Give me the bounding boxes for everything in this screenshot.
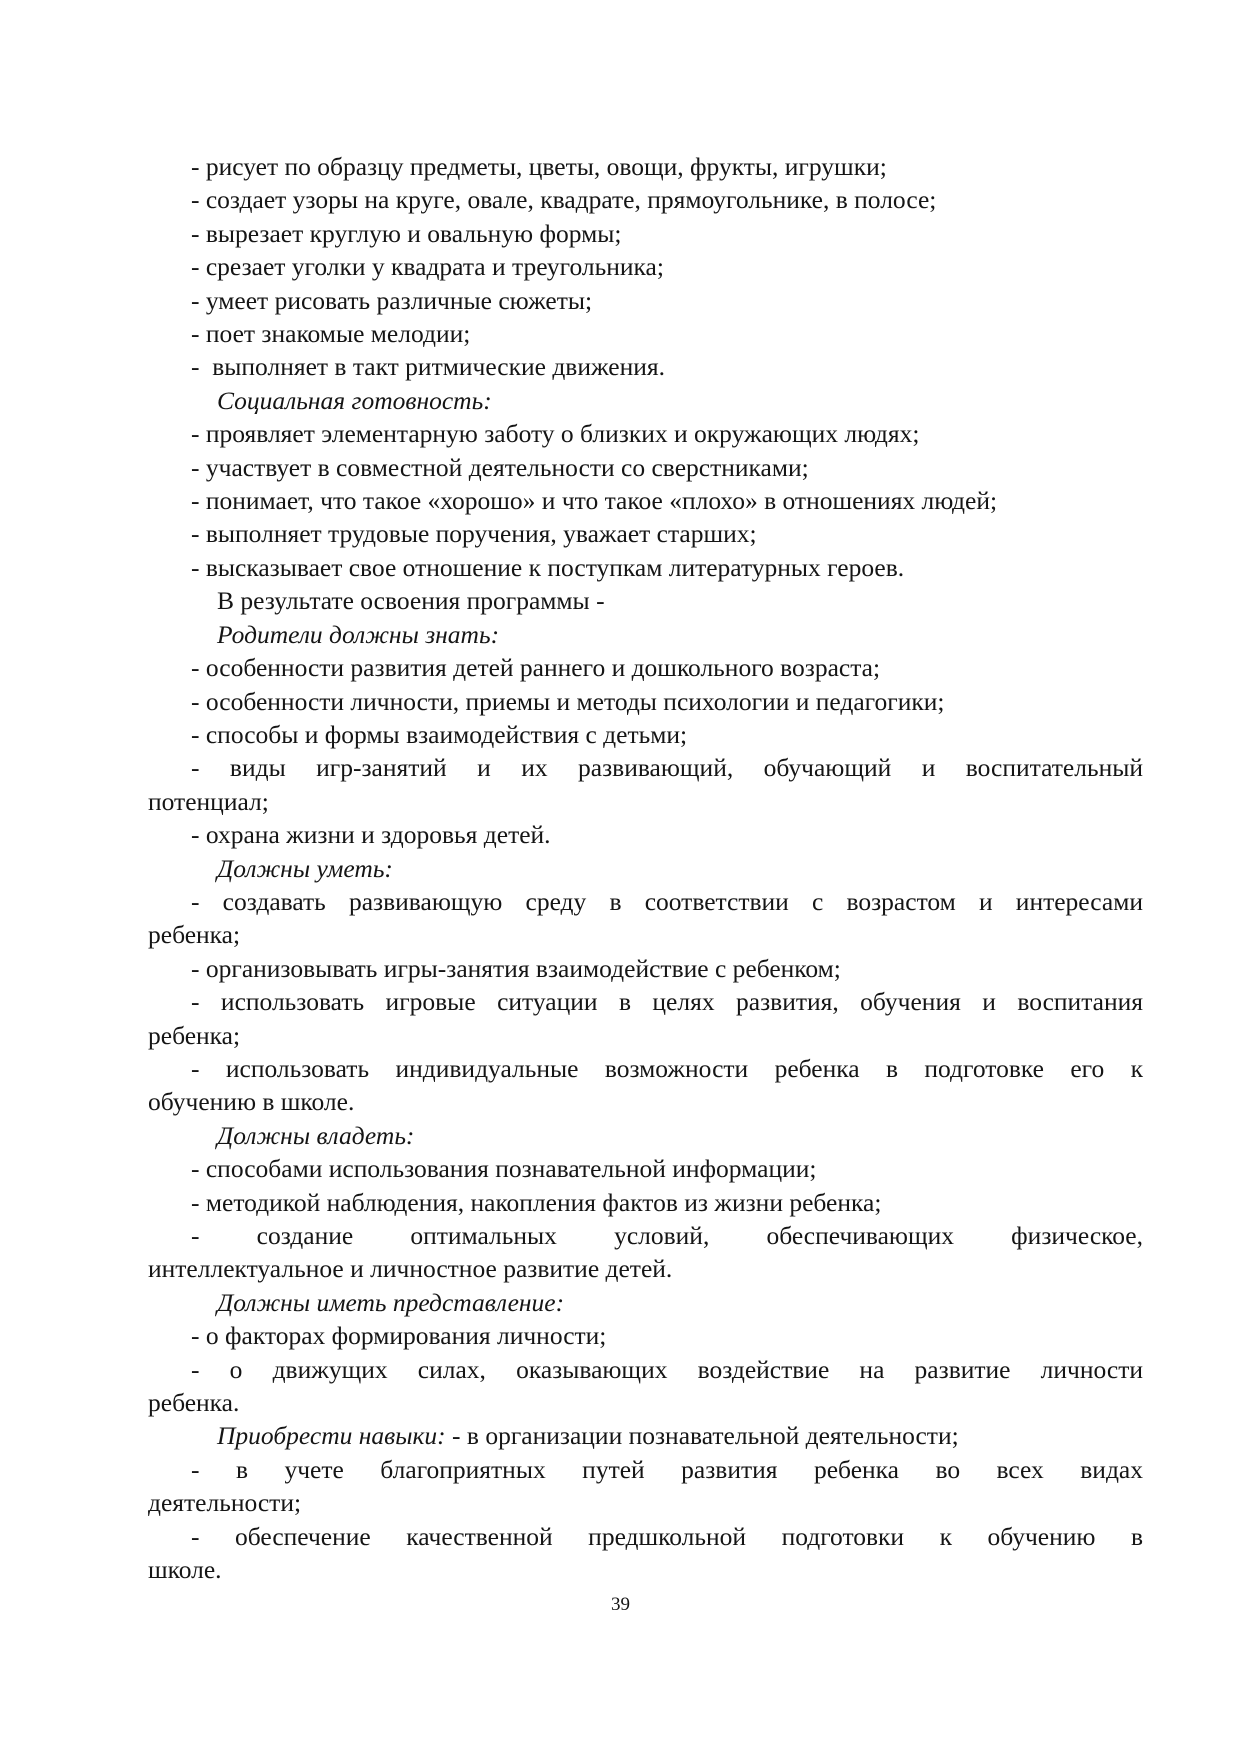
text-line: деятельности; [148, 1488, 302, 1518]
section-heading: Социальная готовность: [217, 385, 492, 415]
text-line: - способы и формы взаимодействия с детьми; [191, 719, 688, 749]
section-heading: Должны владеть: [217, 1120, 415, 1150]
text-line: - создает узоры на круге, овале, квадрате, прямоугольнике, в полосе; [191, 185, 937, 215]
text-line: - рисует по образцу предметы, цветы, овощи, фрукты, игрушки; [191, 152, 887, 181]
text-line: - проявляет элементарную заботу о близких и окружающих людях; [191, 419, 920, 449]
text-line: - о движущих силах, оказывающих воздействие на развитие личности [191, 1354, 1143, 1384]
text-line: школе. [148, 1555, 222, 1585]
text-line: ребенка; [148, 1020, 241, 1050]
text-line: - охрана жизни и здоровья детей. [191, 820, 551, 850]
text-line: - способами использования познавательной информации; [191, 1154, 817, 1184]
text-line: ребенка; [148, 920, 241, 950]
text-line: - поет знакомые мелодии; [191, 319, 471, 349]
text-line: - высказывает свое отношение к поступкам литературных героев. [191, 552, 905, 582]
section-heading: Родители должны знать: [217, 619, 500, 649]
text-line: - организовывать игры-занятия взаимодействие с ребенком; [191, 953, 841, 983]
text-line: - создавать развивающую среду в соответствии с возрастом и интересами [191, 886, 1143, 916]
text-line: ребенка. [148, 1388, 240, 1418]
section-heading: Должны уметь: [217, 853, 393, 883]
document-body [148, 150, 1143, 1586]
text-line: - использовать игровые ситуации в целях развития, обучения и воспитания [191, 987, 1143, 1017]
paragraph-intro: В результате освоения программы - [217, 586, 605, 616]
section-heading: Приобрести навыки: [217, 1421, 446, 1451]
text-line: - особенности развития детей раннего и дошкольного возраста; [191, 653, 881, 683]
page-number: 39 [611, 1594, 630, 1615]
text-line: - вырезает круглую и овальную формы; [191, 218, 622, 248]
text-line: обучению в школе. [148, 1087, 355, 1117]
text-line: - обеспечение качественной предшкольной подготовки к обучению в [191, 1521, 1143, 1551]
text-line: - создание оптимальных условий, обеспечивающих физическое, [191, 1221, 1143, 1250]
text-line: - умеет рисовать различные сюжеты; [191, 285, 593, 315]
text-line: - в организации познавательной деятельности; [445, 1421, 959, 1451]
text-line: - понимает, что такое «хорошо» и что такое «плохо» в отношениях людей; [191, 486, 998, 516]
text-line: потенциал; [148, 786, 269, 816]
text-line: - в учете благоприятных путей развития ребенка во всех видах [191, 1454, 1143, 1484]
text-line: - срезает уголки у квадрата и треугольника; [191, 252, 664, 282]
text-line [148, 1419, 1143, 1452]
text-line: - выполняет трудовые поручения, уважает старших; [191, 519, 757, 549]
text-line: - виды игр-занятий и их развивающий, обучающий и воспитательный [191, 753, 1143, 783]
text-line: интеллектуальное и личностное развитие детей. [148, 1254, 673, 1284]
text-line: - о факторах формирования личности; [191, 1321, 607, 1351]
text-line: - особенности личности, приемы и методы психологии и педагогики; [191, 686, 945, 716]
text-line: - участвует в совместной деятельности со сверстниками; [191, 452, 809, 482]
text-line: - выполняет в такт ритмические движения. [191, 352, 665, 382]
text-line: - методикой наблюдения, накопления фактов из жизни ребенка; [191, 1187, 882, 1217]
text-line: - использовать индивидуальные возможности ребенка в подготовке его к [191, 1053, 1143, 1083]
section-heading: Должны иметь представление: [217, 1287, 565, 1317]
